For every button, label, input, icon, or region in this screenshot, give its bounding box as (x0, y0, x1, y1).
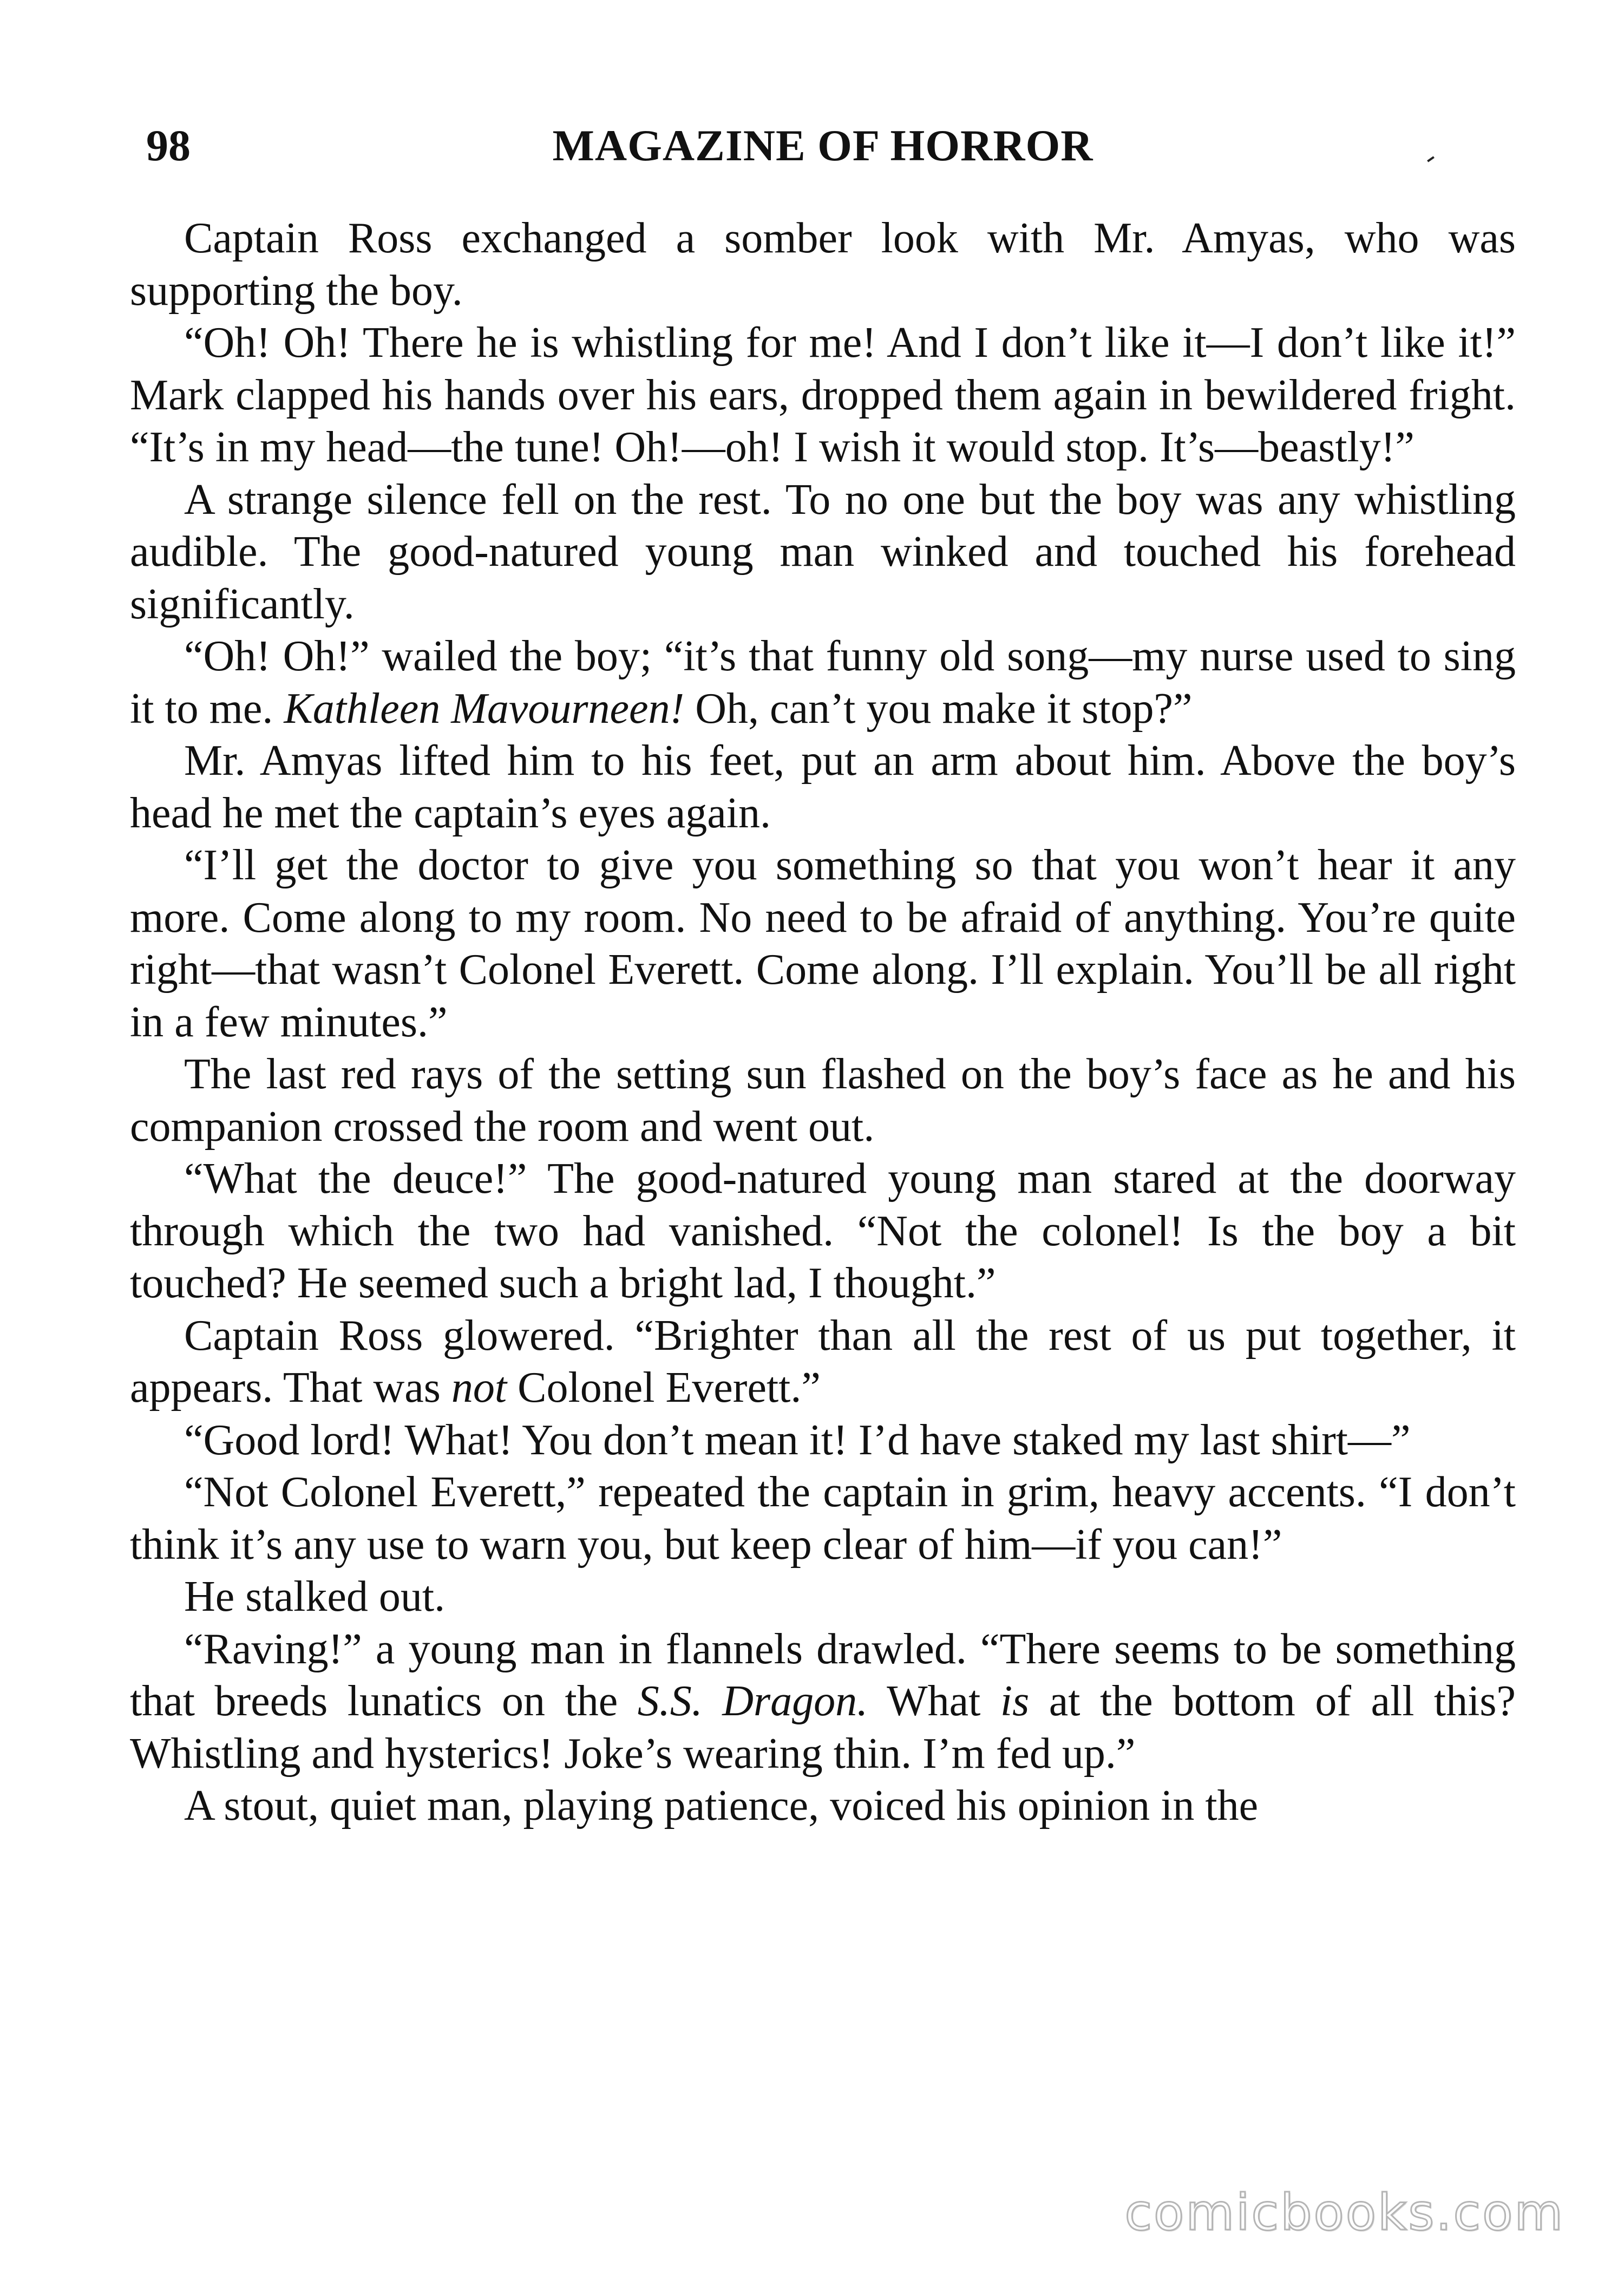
paragraph: “What the deuce!” The good-natured young man stared at the doorway through which the two had vanished. “Not the colonel! Is the boy a bit touched? He seemed such a bright lad, I thought.” (130, 1155, 1516, 1307)
paragraph-text: Captain Ross glowered. “Brighter than all the rest of us put together, it appears. That was (130, 1311, 1516, 1412)
paragraph: A strange silence fell on the rest. To no one but the boy was any whistling audible. The good-natured young man winked and touched his forehead significantly. (130, 475, 1516, 628)
body-text (130, 212, 1516, 1832)
paragraph-text: at the bottom of all this? Whistling and hysterics! Joke’s wearing thin. I’m fed up.” (130, 1677, 1516, 1778)
paragraph: The last red rays of the setting sun flashed on the boy’s face as he and his companion crossed the room and went out. (130, 1050, 1516, 1151)
page-header (130, 120, 1516, 180)
ship-name: S.S. Dragon. (637, 1677, 868, 1725)
paragraph (130, 1623, 1516, 1780)
paragraph-text: Colonel Everett.” (507, 1364, 821, 1412)
running-title: MAGAZINE OF HORROR (552, 121, 1093, 170)
page (130, 0, 1516, 2274)
song-title: Kathleen Mavourneen! (284, 684, 685, 733)
paragraph-text: “Raving!” a young man in flannels drawled. “There seems to be something that breeds lunatics on the (130, 1625, 1516, 1725)
paragraph: “Good lord! What! You don’t mean it! I’d have staked my last shirt—” (184, 1416, 1411, 1464)
paragraph: Captain Ross exchanged a somber look with Mr. Amyas, who was supporting the boy. (130, 214, 1516, 315)
paragraph: He stalked out. (184, 1573, 446, 1620)
page-number: 98 (146, 121, 191, 170)
paragraph: “Not Colonel Everett,” repeated the captain in grim, heavy accents. “I don’t think it’s any use to warn you, but keep clear of him—if you can!” (130, 1468, 1516, 1569)
emphasis: is (1000, 1677, 1030, 1725)
paragraph: “Oh! Oh! There he is whistling for me! And I don’t like it—I don’t like it!” Mark clapped his hands over his ears, dropped them again in bewildered fright. “It’s in my head—the tune! Oh!—oh! I wish it would stop. It’s—beastly!” (130, 319, 1516, 471)
paragraph: Mr. Amyas lifted him to his feet, put an arm about him. Above the boy’s head he met the captain’s eyes again. (130, 737, 1516, 837)
paragraph-text: “Oh! Oh!” wailed the boy; “it’s that funny old song—my nurse used to sing it to me. (130, 632, 1516, 733)
paragraph-text: Oh, can’t you make it stop?” (684, 684, 1193, 733)
paragraph-text: What (868, 1677, 1000, 1725)
paragraph: A stout, quiet man, playing patience, voiced his opinion in the (184, 1782, 1259, 1829)
watermark: comicbooks.com (1124, 2184, 1564, 2242)
emphasis: not (451, 1364, 507, 1412)
paragraph: “I’ll get the doctor to give you something so that you won’t hear it any more. Come along to my room. No need to be afraid of anything. You’re quite right—that wasn’t Colonel Everett. Come along. I’ll explain. You’ll be all right in a few minutes.” (130, 841, 1516, 1046)
paragraph (130, 630, 1516, 735)
paragraph (130, 1310, 1516, 1414)
